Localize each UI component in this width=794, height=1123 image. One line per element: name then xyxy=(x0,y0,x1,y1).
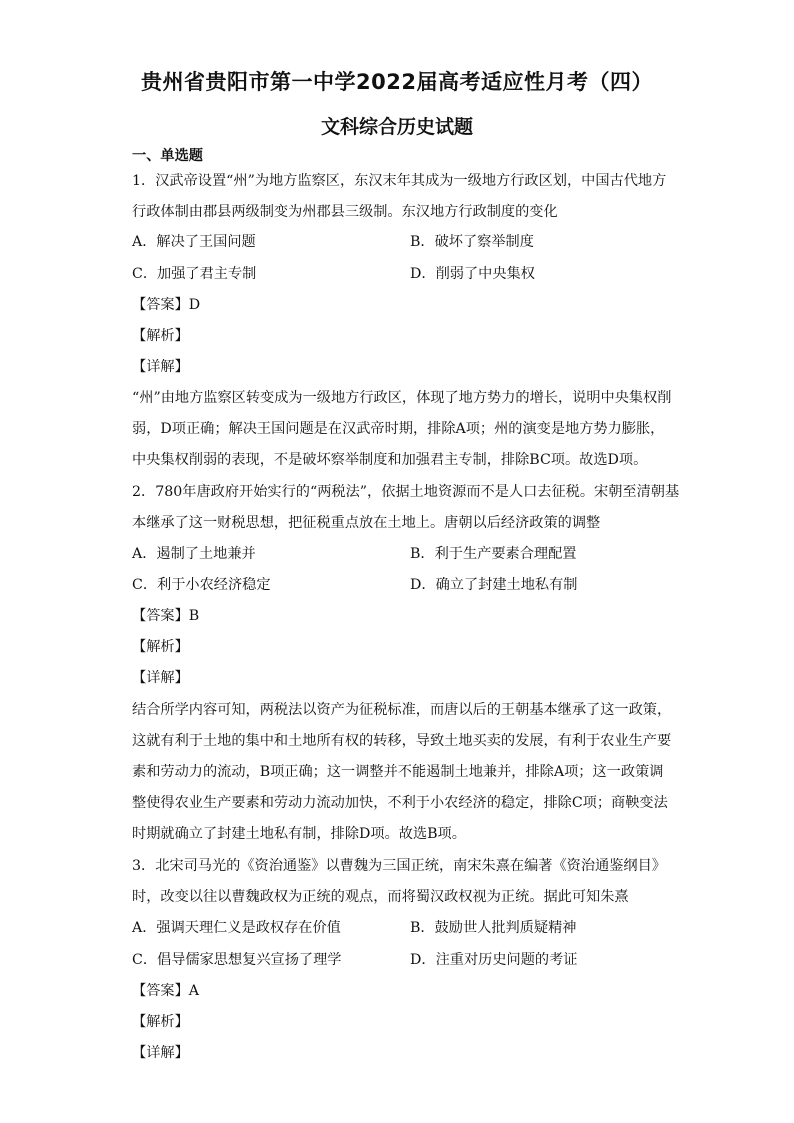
q2-explain-line-2: 这就有利于土地的集中和土地所有权的转移，导致土地买卖的发展，有利于农业生产要 xyxy=(132,733,672,749)
q3-detail-label: 【详解】 xyxy=(132,1045,189,1061)
q1-stem-line-2: 行政体制由郡县两级制变为州郡县三级制。东汉地方行政制度的变化 xyxy=(132,204,558,220)
q2-option-a: A．遏制了土地兼并 xyxy=(132,546,256,562)
q2-answer: 【答案】B xyxy=(132,608,200,624)
q3-answer: 【答案】A xyxy=(132,983,199,999)
q2-option-d: D．确立了封建土地私有制 xyxy=(410,577,578,593)
q1-answer: 【答案】D xyxy=(132,297,201,313)
q3-stem-line-2: 时，改变以往以曹魏政权为正统的观点，而将蜀汉政权视为正统。据此可知朱熹 xyxy=(132,889,629,905)
q3-option-a: A．强调天理仁义是政权存在价值 xyxy=(132,920,341,936)
q1-detail-label: 【详解】 xyxy=(132,359,189,375)
q2-analysis-label: 【解析】 xyxy=(132,639,189,655)
q1-option-d: D．削弱了中央集权 xyxy=(410,266,535,282)
q2-explain-line-5: 时期就确立了封建土地私有制，排除D项。故选B项。 xyxy=(132,826,466,842)
q2-stem-line-2: 本继承了这一财税思想，把征税重点放在土地上。唐朝以后经济政策的调整 xyxy=(132,515,601,531)
q2-explain-line-3: 素和劳动力的流动，B项正确；这一调整并不能遏制土地兼并，排除A项；这一政策调 xyxy=(132,764,664,780)
document-subtitle: 文科综合历史试题 xyxy=(320,116,473,138)
section-heading: 一、单选题 xyxy=(132,148,203,164)
q1-option-c: C．加强了君主专制 xyxy=(132,266,257,282)
q2-detail-label: 【详解】 xyxy=(132,670,189,686)
q1-option-b: B．破坏了察举制度 xyxy=(410,234,534,250)
q1-option-a: A．解决了王国问题 xyxy=(132,234,256,250)
q3-analysis-label: 【解析】 xyxy=(132,1014,189,1030)
q1-explain-line-1: “州”由地方监察区转变成为一级地方行政区，体现了地方势力的增长，说明中央集权削 xyxy=(132,390,672,406)
q2-explain-line-4: 整使得农业生产要素和劳动力流动加快，不利于小农经济的稳定，排除C项；商鞅变法 xyxy=(132,795,668,811)
q3-option-b: B．鼓励世人批判质疑精神 xyxy=(410,920,577,936)
q1-explain-line-2: 弱，D项正确；解决王国问题是在汉武帝时期，排除A项；州的演变是地方势力膨胀， xyxy=(132,421,665,437)
q3-option-d: D．注重对历史问题的考证 xyxy=(410,952,578,968)
q1-explain-line-3: 中央集权削弱的表现，不是破坏察举制度和加强君主专制，排除BC项。故选D项。 xyxy=(132,452,648,468)
q1-stem-line-1: 1．汉武帝设置“州”为地方监察区，东汉末年其成为一级地方行政区划，中国古代地方 xyxy=(132,173,667,189)
q1-analysis-label: 【解析】 xyxy=(132,328,189,344)
q3-stem-line-1: 3．北宋司马光的《资治通鉴》以曹魏为三国正统，南宋朱熹在编著《资治通鉴纲目》 xyxy=(132,858,666,874)
q2-explain-line-1: 结合所学内容可知，两税法以资产为征税标准，而唐以后的王朝基本继承了这一政策， xyxy=(132,702,672,718)
q2-stem-line-1: 2．780年唐政府开始实行的“两税法”，依据土地资源而不是人口去征税。宋朝至清朝基 xyxy=(132,484,680,500)
q2-option-b: B．利于生产要素合理配置 xyxy=(410,546,577,562)
q3-option-c: C．倡导儒家思想复兴宣扬了理学 xyxy=(132,952,342,968)
document-title: 贵州省贵阳市第一中学2022届高考适应性月考（四） xyxy=(141,70,653,94)
q2-option-c: C．利于小农经济稳定 xyxy=(132,577,271,593)
